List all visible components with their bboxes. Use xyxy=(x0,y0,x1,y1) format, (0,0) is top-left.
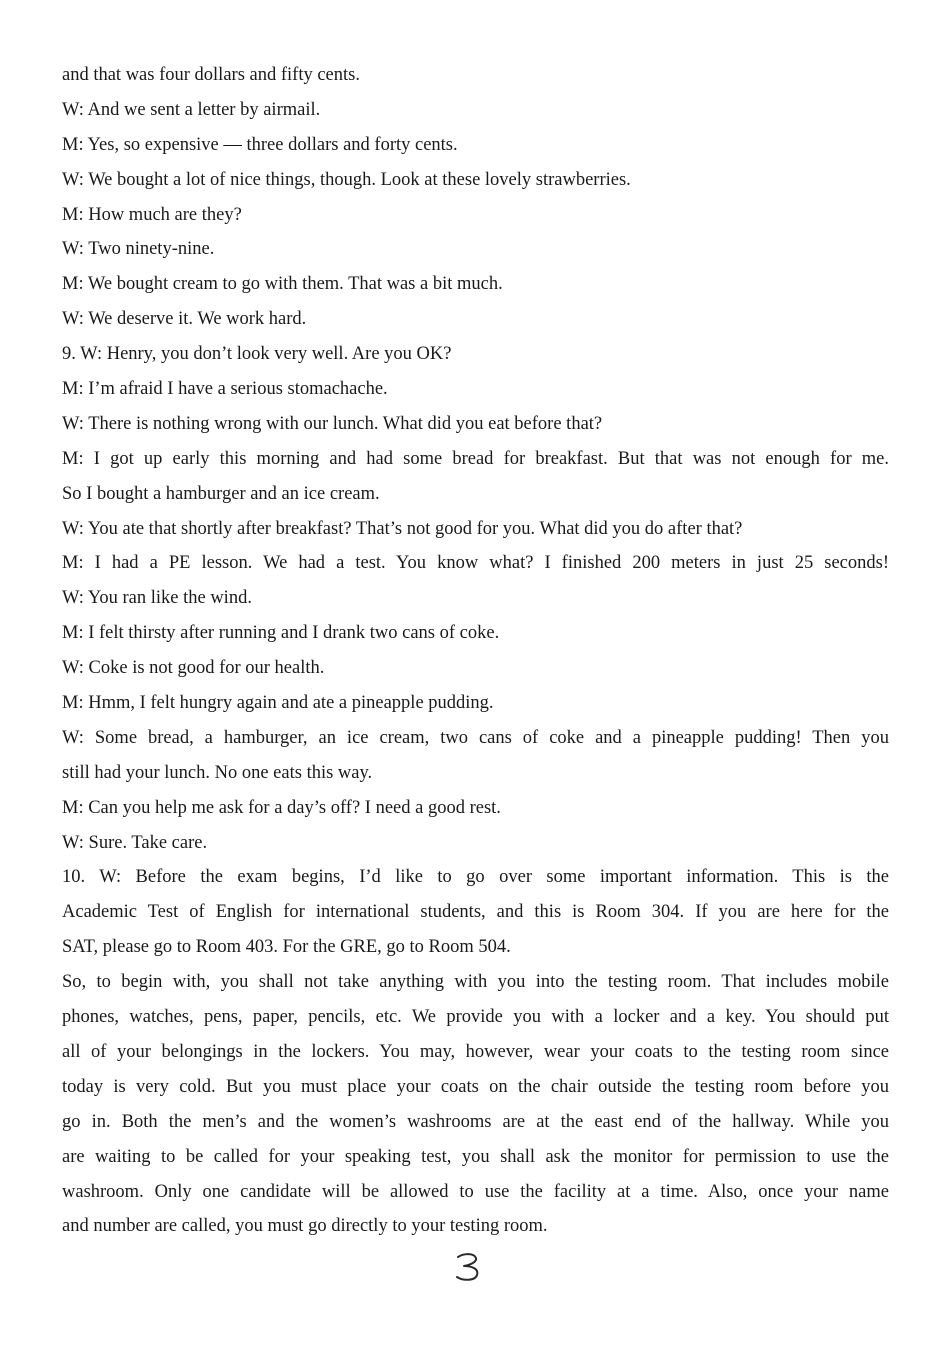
transcript-line: washroom. Only one candidate will be allowed to use the facility at a time. Also, once your name xyxy=(62,1181,889,1202)
transcript-line: today is very cold. But you must place your coats on the chair outside the testing room before you xyxy=(62,1076,889,1097)
transcript-line: M: I got up early this morning and had some bread for breakfast. But that was not enough for me. xyxy=(62,448,889,469)
transcript-line: W: There is nothing wrong with our lunch. What did you eat before that? xyxy=(62,413,603,434)
transcript-line: M: How much are they? xyxy=(62,204,242,225)
transcript-line: W: Sure. Take care. xyxy=(62,832,208,853)
transcript-line: So I bought a hamburger and an ice cream. xyxy=(62,483,380,504)
transcript-line: still had your lunch. No one eats this way. xyxy=(62,762,373,783)
transcript-line: W: And we sent a letter by airmail. xyxy=(62,99,321,120)
transcript-line: and number are called, you must go directly to your testing room. xyxy=(62,1216,548,1237)
handwritten-page-number xyxy=(449,1246,489,1286)
transcript-line: 9. W: Henry, you don’t look very well. Are you OK? xyxy=(62,344,452,365)
transcript-line: go in. Both the men’s and the women’s washrooms are at the east end of the hallway. While you xyxy=(62,1111,889,1132)
transcript-line: So, to begin with, you shall not take anything with you into the testing room. That includes mobile xyxy=(62,972,889,993)
transcript-line: W: We bought a lot of nice things, though. Look at these lovely strawberries. xyxy=(62,169,631,190)
transcript-line: W: We deserve it. We work hard. xyxy=(62,309,307,330)
transcript-line: W: Some bread, a hamburger, an ice cream, two cans of coke and a pineapple pudding! Then you xyxy=(62,727,889,748)
transcript-line: all of your belongings in the lockers. You may, however, wear your coats to the testing room since xyxy=(62,1041,889,1062)
transcript-line: W: Coke is not good for our health. xyxy=(62,658,325,679)
transcript-line: M: We bought cream to go with them. That was a bit much. xyxy=(62,274,503,295)
transcript-line: M: I’m afraid I have a serious stomachache. xyxy=(62,379,388,400)
transcript-line: and that was four dollars and fifty cents. xyxy=(62,65,360,85)
transcript-line: M: Hmm, I felt hungry again and ate a pineapple pudding. xyxy=(62,693,494,714)
transcript-line: W: Two ninety-nine. xyxy=(62,239,215,260)
transcript-line: M: Can you help me ask for a day’s off? I need a good rest. xyxy=(62,797,501,818)
transcript-body xyxy=(62,58,889,1244)
transcript-line: M: Yes, so expensive — three dollars and forty cents. xyxy=(62,134,458,155)
transcript-line: phones, watches, pens, paper, pencils, etc. We provide you with a locker and a key. You should put xyxy=(62,1007,889,1028)
transcript-line: M: I had a PE lesson. We had a test. You know what? I finished 200 meters in just 25 seconds! xyxy=(62,553,889,574)
transcript-line: W: You ran like the wind. xyxy=(62,588,252,609)
transcript-line: M: I felt thirsty after running and I drank two cans of coke. xyxy=(62,623,500,644)
transcript-line: SAT, please go to Room 403. For the GRE, go to Room 504. xyxy=(62,937,511,958)
transcript-line: 10. W: Before the exam begins, I’d like to go over some important information. This is the xyxy=(62,867,889,888)
transcript-line: W: You ate that shortly after breakfast? That’s not good for you. What did you do after that? xyxy=(62,518,743,539)
transcript-line: are waiting to be called for your speaking test, you shall ask the monitor for permission to use the xyxy=(62,1146,889,1167)
transcript-line: Academic Test of English for international students, and this is Room 304. If you are here for the xyxy=(62,902,889,923)
